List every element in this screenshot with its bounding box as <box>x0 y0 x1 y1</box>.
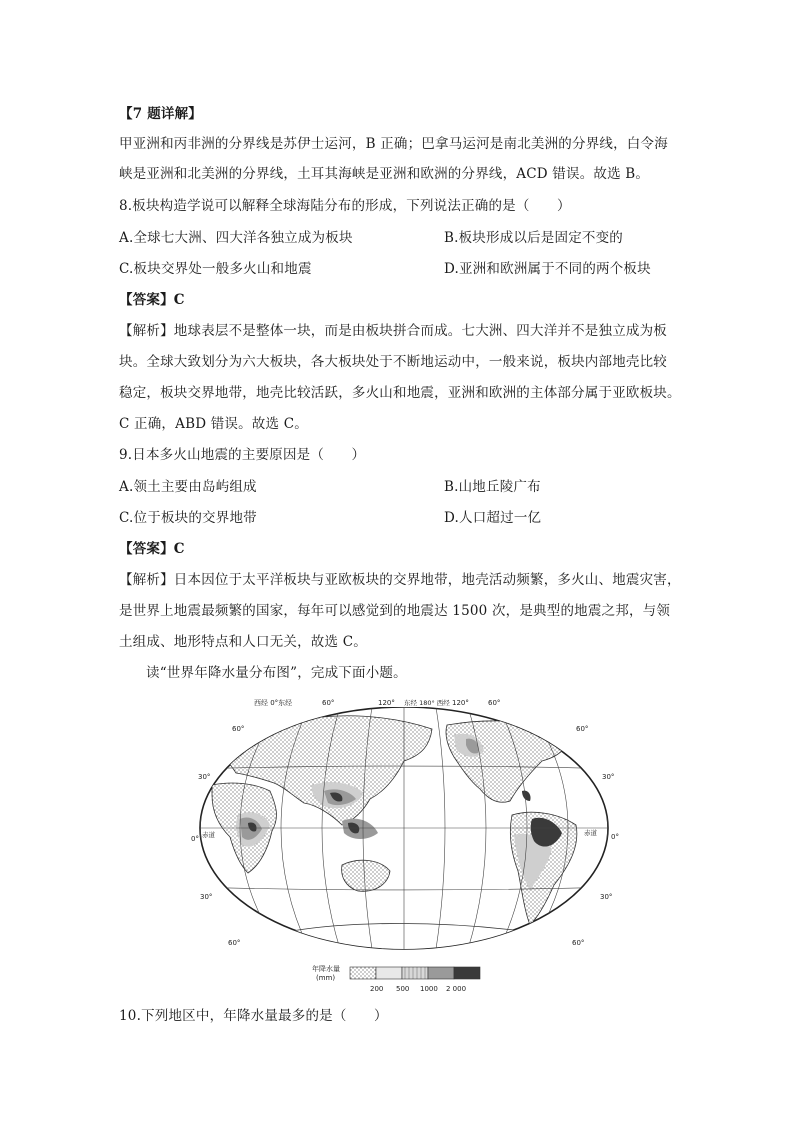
q9-analysis-line1: 【解析】日本因位于太平洋板块与亚欧板块的交界地带，地壳活动频繁，多火山、地震灾害， <box>119 572 681 588</box>
lat-30s-left: 30° <box>200 893 213 901</box>
q9-answer: 【答案】C <box>119 541 185 557</box>
lat-60n-right: 60° <box>576 725 589 733</box>
equator-label-right: 赤道 <box>584 829 597 837</box>
label-120a: 120° <box>378 699 395 707</box>
legend-500: 500 <box>396 985 410 993</box>
q8-analysis-line2: 块。全球大致划分为六大板块，各大板块处于不断地运动中，一般来说，板块内部地壳比较 <box>119 354 667 370</box>
map-intro: 读“世界年降水量分布图”，完成下面小题。 <box>146 665 407 681</box>
q8-analysis-line3: 稳定，板块交界地带，地壳比较活跃，多火山和地震，亚洲和欧洲的主体部分属于亚欧板块。 <box>119 385 681 401</box>
q8-option-d: D.亚洲和欧洲属于不同的两个板块 <box>444 261 651 277</box>
lat-60n-left: 60° <box>232 725 245 733</box>
q8-option-b: B.板块形成以后是固定不变的 <box>444 230 624 246</box>
lat-60s-right: 60° <box>572 939 585 947</box>
q9-question: 9.日本多火山地震的主要原因是（ ） <box>119 447 366 463</box>
q10-question: 10.下列地区中，年降水量最多的是（ ） <box>119 1008 388 1024</box>
legend-title-1: 年降水量 <box>312 965 340 973</box>
label-west0: 西经 0°东经 <box>254 699 293 707</box>
legend-swatch-lt200 <box>350 967 376 979</box>
legend-2000: 2 000 <box>446 985 467 993</box>
lat-60s-left: 60° <box>228 939 241 947</box>
label-180: 东经 180° 西经 <box>404 699 450 707</box>
q7-text-line2: 峡是亚洲和北美洲的分界线，土耳其海峡是亚洲和欧洲的分界线，ACD 错误。故选 B。 <box>119 166 650 182</box>
q9-analysis-line2: 是世界上地震最频繁的国家，每年可以感觉到的地震达 1500 次，是典型的地震之邦，与领 <box>119 603 671 619</box>
legend-swatch-gt2000 <box>454 967 480 979</box>
world-precipitation-map <box>192 695 622 995</box>
map-legend <box>312 964 480 993</box>
q9-option-b: B.山地丘陵广布 <box>444 479 541 495</box>
q7-text-line1: 甲亚洲和丙非洲的分界线是苏伊士运河，B 正确；巴拿马运河是南北美洲的分界线，白令海 <box>119 136 668 152</box>
q8-question: 8.板块构造学说可以解释全球海陆分布的形成，下列说法正确的是（ ） <box>119 198 571 214</box>
equator-label-left: 赤道 <box>202 831 215 839</box>
legend-swatch-200-500 <box>376 967 402 979</box>
legend-swatch-500-1000 <box>402 967 428 979</box>
q8-answer: 【答案】C <box>119 292 185 308</box>
legend-swatch-1000-2000 <box>428 967 454 979</box>
legend-title-2: (mm) <box>316 974 336 982</box>
q7-heading: 【7 题详解】 <box>119 106 202 122</box>
q9-analysis-line3: 土组成、地形特点和人口无关，故选 C。 <box>119 634 367 650</box>
lat-0-left: 0° <box>191 835 199 843</box>
lat-30s-right: 30° <box>600 893 613 901</box>
label-60b: 60° <box>488 699 501 707</box>
lat-0-right: 0° <box>611 833 619 841</box>
q9-option-c: C.位于板块的交界地带 <box>119 510 257 526</box>
label-60a: 60° <box>322 699 335 707</box>
map-top-strip <box>252 697 552 707</box>
legend-200: 200 <box>370 985 384 993</box>
q8-analysis-line4: C 正确，ABD 错误。故选 C。 <box>119 416 308 432</box>
q9-option-a: A.领土主要由岛屿组成 <box>119 479 257 495</box>
lat-30n-left: 30° <box>198 773 211 781</box>
q9-option-d: D.人口超过一亿 <box>444 510 542 526</box>
legend-1000: 1000 <box>420 985 438 993</box>
land-antarctica <box>292 924 522 956</box>
q8-option-a: A.全球七大洲、四大洋各独立成为板块 <box>119 230 353 246</box>
q8-analysis-line1: 【解析】地球表层不是整体一块，而是由板块拼合而成。七大洲、四大洋并不是独立成为板 <box>119 323 667 339</box>
lat-30n-right: 30° <box>602 773 615 781</box>
label-120b: 120° <box>452 699 469 707</box>
q8-option-c: C.板块交界处一般多火山和地震 <box>119 261 312 277</box>
